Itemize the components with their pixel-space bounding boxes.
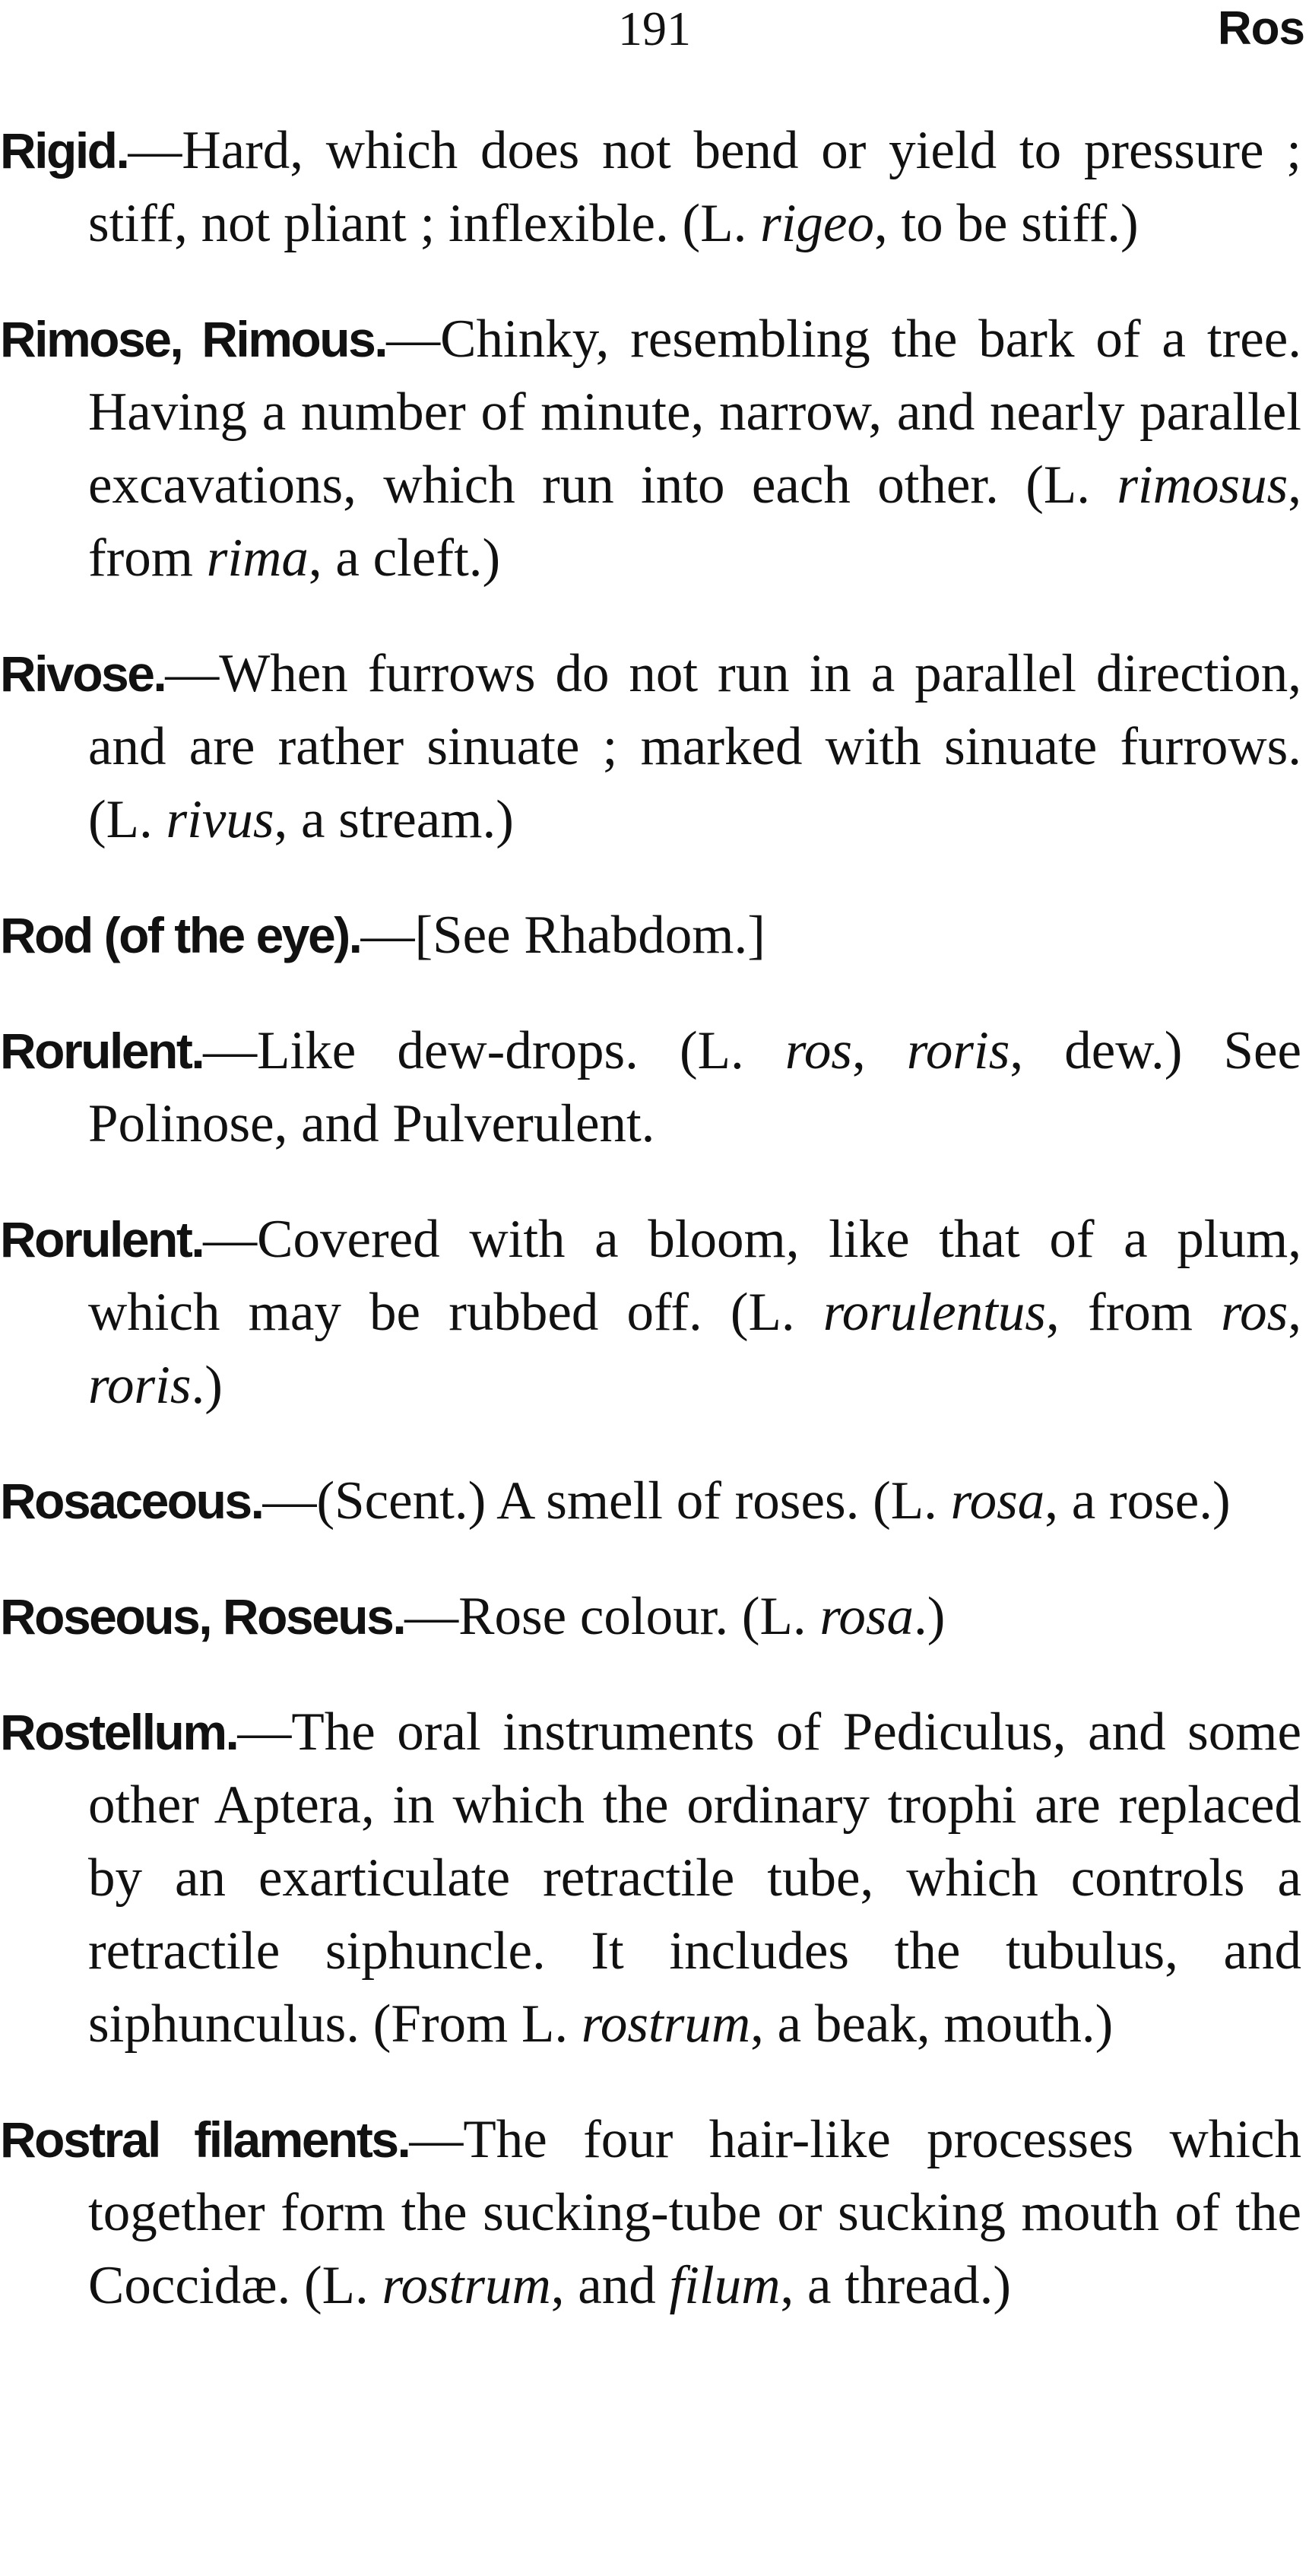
entry-headword: Rostral filaments. bbox=[0, 2111, 410, 2168]
entry-definition-text: .) bbox=[914, 1587, 946, 1646]
entry-definition-text: —When furrows do not run in a parallel direction, and are rather sinuate ; marked with sinuate furrows. (L. bbox=[88, 644, 1301, 849]
entry-italic-term: rostrum bbox=[581, 1994, 751, 2054]
entry-definition-text: , a beak, mouth.) bbox=[750, 1994, 1114, 2054]
page-header bbox=[0, 0, 1309, 73]
entry-italic-term: rimosus bbox=[1117, 455, 1288, 515]
entry-headword: Rorulent. bbox=[0, 1211, 204, 1267]
entry-definition-text: —The four hair-like processes which together form the sucking-tube or sucking mouth of the Coccidæ. (L. bbox=[88, 2110, 1301, 2315]
glossary-entry bbox=[0, 1696, 1301, 2060]
entry-definition-text: , and bbox=[550, 2256, 670, 2315]
glossary-entry bbox=[0, 1580, 1301, 1653]
glossary-entry bbox=[0, 1203, 1301, 1422]
entry-definition-text: , bbox=[852, 1021, 907, 1080]
glossary-entry bbox=[0, 1464, 1301, 1537]
entry-definition-text: .) bbox=[191, 1356, 223, 1415]
entry-definition-text: —Covered with a bloom, like that of a plum, which may be rubbed off. (L. bbox=[88, 1210, 1301, 1342]
running-head: Ros bbox=[1217, 2, 1304, 55]
entry-definition-text: , to be stiff.) bbox=[873, 194, 1139, 253]
entry-headword: Rorulent. bbox=[0, 1023, 204, 1079]
entry-italic-term: rosa bbox=[950, 1471, 1045, 1531]
entry-italic-term: filum bbox=[669, 2256, 781, 2315]
entry-definition-text: , from bbox=[1046, 1283, 1222, 1342]
entry-definition-text: —Chinky, resembling the bark of a tree. Having a number of minute, narrow, and nearly parallel excavations, which run into each other. (L. bbox=[88, 309, 1301, 515]
entry-definition-text: , a rose.) bbox=[1044, 1471, 1231, 1531]
entry-italic-term: rigeo bbox=[760, 194, 874, 253]
entry-definition-text: , a thread.) bbox=[780, 2256, 1012, 2315]
entry-definition-text: , a stream.) bbox=[274, 790, 514, 849]
entry-italic-term: rorulentus bbox=[822, 1283, 1047, 1342]
entry-definition-text: , from bbox=[88, 455, 1301, 588]
entry-definition-text: —Rose colour. (L. bbox=[404, 1587, 820, 1646]
entry-headword: Rod (of the eye). bbox=[0, 907, 361, 963]
entry-italic-term: rosa bbox=[819, 1587, 914, 1646]
entry-definition-text: —Hard, which does not bend or yield to pressure ; stiff, not pliant ; inflexible. (L. bbox=[88, 121, 1301, 253]
entry-italic-term: ros bbox=[1221, 1283, 1288, 1342]
entry-definition-text: —The oral instruments of Pediculus, and some other Aptera, in which the ordinary trophi are replaced by an exarticulate retractile tube, which controls a retractile siphuncle. It includes the tubulus, and siphunculus. (From L. bbox=[88, 1702, 1301, 2054]
entry-italic-term: rivus bbox=[166, 790, 274, 849]
entry-definition-text: , bbox=[1288, 1283, 1301, 1342]
glossary-entry bbox=[0, 114, 1301, 260]
entry-definition-text: —Like dew-drops. (L. bbox=[203, 1021, 785, 1080]
entry-italic-term: rostrum bbox=[382, 2256, 551, 2315]
entry-headword: Roseous, Roseus. bbox=[0, 1588, 405, 1645]
entry-italic-term: roris bbox=[906, 1021, 1010, 1080]
glossary-entry bbox=[0, 1014, 1301, 1160]
entry-headword: Rostellum. bbox=[0, 1704, 238, 1760]
glossary-entries bbox=[0, 114, 1301, 2322]
entry-headword: Rivose. bbox=[0, 646, 166, 702]
glossary-entry bbox=[0, 2103, 1301, 2322]
glossary-entry bbox=[0, 303, 1301, 595]
entry-definition-text: —(Scent.) A smell of roses. (L. bbox=[262, 1471, 951, 1531]
page-number: 191 bbox=[618, 2, 691, 56]
entry-definition-text: —[See Rhabdom.] bbox=[360, 906, 765, 965]
entry-headword: Rosaceous. bbox=[0, 1473, 263, 1529]
glossary-entry bbox=[0, 899, 1301, 972]
entry-italic-term: rima bbox=[206, 528, 309, 588]
glossary-entry bbox=[0, 637, 1301, 856]
entry-headword: Rigid. bbox=[0, 122, 128, 179]
entry-definition-text: , dew.) See Polinose, and Pulverulent. bbox=[88, 1021, 1302, 1153]
entry-italic-term: ros bbox=[784, 1021, 853, 1080]
entry-headword: Rimose, Rimous. bbox=[0, 311, 387, 367]
entry-definition-text: , a cleft.) bbox=[308, 528, 501, 588]
entry-italic-term: roris bbox=[88, 1356, 192, 1415]
